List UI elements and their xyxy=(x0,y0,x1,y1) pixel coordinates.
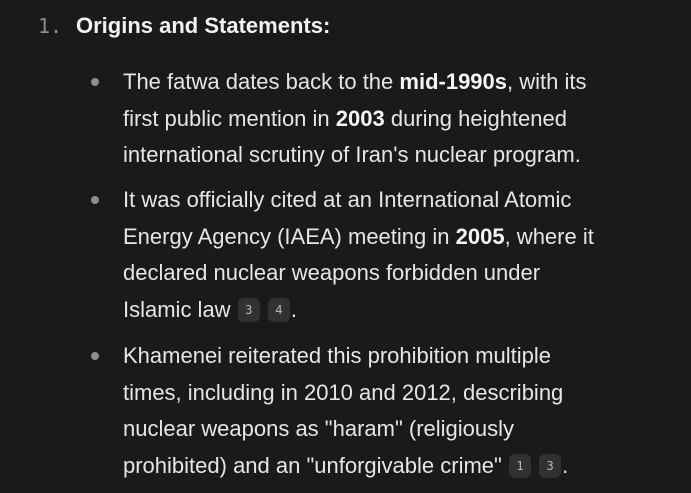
citation-badge[interactable]: 3 xyxy=(539,454,561,478)
citation-badge[interactable]: 1 xyxy=(509,454,531,478)
text-line: Energy Agency (IAEA) meeting in 2005, where it xyxy=(123,223,594,249)
bold-text: 2005 xyxy=(455,223,505,249)
text-line: prohibited) and an "unforgivable crime" 1 3 . xyxy=(123,452,569,478)
text-line: times, including in 2010 and 2012, describing xyxy=(123,379,564,405)
section-heading: Origins and Statements: xyxy=(76,13,331,38)
bullet-item xyxy=(123,64,671,174)
citation-badge[interactable]: 3 xyxy=(238,298,260,322)
bullet-item xyxy=(123,338,671,484)
text-line: nuclear weapons as "haram" (religiously xyxy=(123,416,515,441)
text-line: first public mention in 2003 during heightened xyxy=(123,105,567,131)
text-line: declared nuclear weapons forbidden under xyxy=(123,260,541,285)
text-line: It was officially cited at an International Atomic xyxy=(123,187,572,212)
bullet-dot-icon xyxy=(91,78,99,86)
citation-badge[interactable]: 4 xyxy=(268,298,290,322)
bullet-item xyxy=(123,182,671,328)
list-number: 1. xyxy=(38,14,63,38)
text-line: Islamic law 3 4 . xyxy=(123,296,297,322)
bold-text: 2003 xyxy=(335,105,385,131)
text-line: international scrutiny of Iran's nuclear program. xyxy=(123,142,581,167)
bullet-dot-icon xyxy=(91,196,99,204)
text-line: The fatwa dates back to the mid-1990s, with its xyxy=(123,69,587,94)
text-line: Khamenei reiterated this prohibition multiple xyxy=(123,343,552,368)
bullet-dot-icon xyxy=(91,352,99,360)
bold-text: mid-1990s xyxy=(399,69,508,94)
